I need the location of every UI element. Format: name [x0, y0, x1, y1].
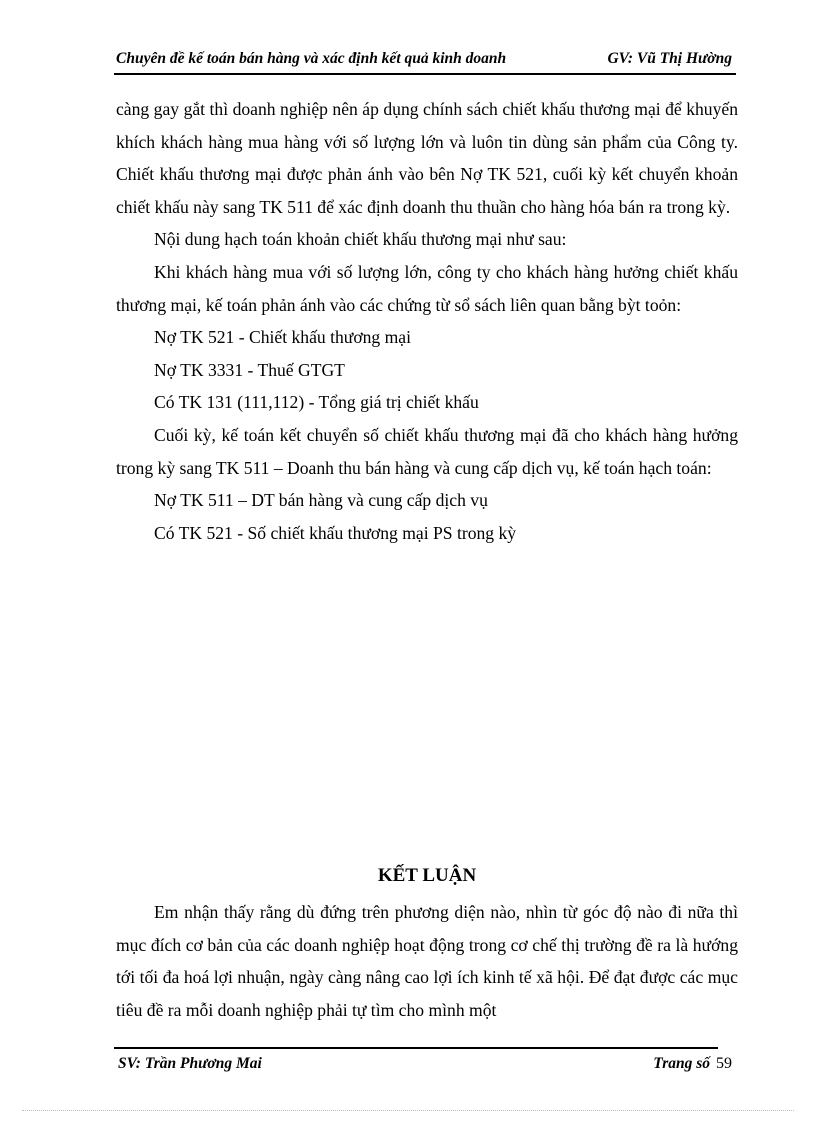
page-edge-divider: [22, 1110, 794, 1111]
page-label: Trang số: [653, 1055, 710, 1072]
header-instructor: GV: Vũ Thị Hường: [607, 50, 732, 67]
body-paragraph-4: Cuối kỳ, kế toán kết chuyển số chiết khấu thương mại đã cho khách hàng hưởng trong kỳ sang TK 511 – Doanh thu bán hàng và cung cấp dịch vụ, kế toán hạch toán:: [116, 424, 738, 478]
body-paragraph-2: Nội dung hạch toán khoản chiết khấu thương mại như sau:: [154, 229, 567, 250]
page-header: [114, 50, 736, 72]
journal-entry-4: Nợ TK 511 – DT bán hàng và cung cấp dịch vụ: [154, 490, 488, 511]
header-divider: [114, 73, 736, 75]
journal-entry-2: Nợ TK 3331 - Thuế GTGT: [154, 359, 345, 380]
header-title: Chuyên đề kế toán bán hàng và xác định kết quả kinh doanh: [116, 50, 507, 67]
page-number-block: [653, 1055, 732, 1073]
journal-entry-1: Nợ TK 521 - Chiết khấu thương mại: [154, 327, 411, 348]
body-paragraph-3: Khi khách hàng mua với số lượng lớn, công ty cho khách hàng hưởng chiết khấu thương mại, kế toán phản ánh vào các chứng từ sổ sách liên quan bằng bỳt toỏn:: [116, 261, 738, 315]
document-body: [116, 93, 738, 549]
page-footer: [114, 1055, 736, 1077]
body-paragraph-1: càng gay gắt thì doanh nghiệp nên áp dụng chính sách chiết khấu thương mại để khuyến khích khách hàng mua hàng với số lượng lớn và luôn tin dùng sản phẩm của Công ty. Chiết khấu thương mại được phản ánh vào bên Nợ TK 521, cuối kỳ kết chuyển khoản chiết khấu này sang TK 511 để xác định doanh thu thuần cho hàng hóa bán ra trong kỳ.: [116, 99, 738, 217]
conclusion-body: [116, 896, 738, 1026]
journal-entry-5: Có TK 521 - Số chiết khấu thương mại PS trong kỳ: [154, 522, 517, 543]
page-number: 59: [716, 1055, 732, 1072]
footer-student: SV: Trần Phương Mai: [118, 1055, 262, 1072]
footer-divider: [114, 1047, 718, 1049]
journal-entry-3: Có TK 131 (111,112) - Tổng giá trị chiết khấu: [154, 392, 479, 413]
section-title: KẾT LUẬN: [377, 865, 477, 886]
conclusion-paragraph-1: Em nhận thấy rằng dù đứng trên phương diện nào, nhìn từ góc độ nào đi nữa thì mục đích cơ bản của các doanh nghiệp hoạt động trong cơ chế thị trường đề ra là hướng tới tối đa hoá lợi nhuận, ngày càng nâng cao lợi ích kinh tế xã hội. Để đạt được các mục tiêu đề ra mỗi doanh nghiệp phải tự tìm cho mình một: [116, 902, 738, 1020]
